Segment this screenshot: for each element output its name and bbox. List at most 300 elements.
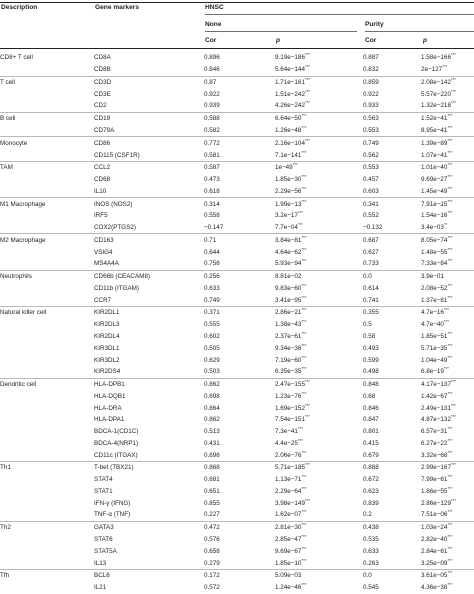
table-row [0, 246, 474, 258]
significance-marker: *** [450, 100, 456, 106]
cell-cor-none: 0.602 [204, 332, 220, 340]
cell-description [0, 258, 94, 270]
cell-gene-marker: T-bet (TBX21) [94, 462, 204, 474]
table-row [0, 283, 474, 295]
top-rule [0, 2, 474, 3]
cell-gene-marker: CD8A [94, 54, 111, 62]
significance-marker: *** [447, 522, 453, 528]
cell-description [0, 366, 94, 378]
significance-marker: *** [447, 509, 453, 515]
cell-p-purity: 1.04e−49*** [421, 354, 453, 364]
significance-marker: *** [301, 258, 307, 264]
cell-p-none: 1.23e−76*** [275, 390, 307, 400]
cell-description [0, 402, 94, 414]
cell-description [0, 545, 94, 557]
cell-cor-none: 0.658 [204, 547, 220, 555]
significance-marker: *** [301, 113, 307, 119]
cell-gene-marker: CD11b (ITGAM) [94, 284, 140, 292]
table-row [0, 449, 474, 461]
cell-cor-purity: 0.614 [363, 284, 379, 292]
cell-p-purity: 2.86e−129*** [421, 497, 456, 507]
cell-description [0, 509, 94, 521]
cell-gene-marker: CD68 [94, 176, 111, 184]
cell-p-none: 2.86e−21*** [275, 307, 363, 319]
cell-p-purity: 6.57e−31*** [421, 426, 453, 436]
cell-cor-none: 0.572 [204, 584, 220, 592]
cell-description [0, 319, 94, 331]
cell-gene-marker: BDCA-1(CD1C) [94, 428, 139, 436]
significance-marker: *** [301, 198, 307, 204]
significance-marker: *** [301, 545, 307, 551]
cell-cor-purity: 0.355 [363, 307, 421, 319]
table-row [0, 100, 474, 112]
cell-cor-none: 0.633 [204, 284, 220, 292]
header-description: Description [1, 4, 38, 11]
cell-cor-purity: 0.563 [363, 112, 421, 124]
significance-marker: *** [297, 426, 303, 432]
cell-description [0, 210, 94, 222]
cell-description: Dendritic cell [0, 378, 94, 390]
table-row [0, 137, 474, 149]
cell-description [0, 390, 94, 402]
significance-marker: *** [304, 76, 310, 82]
cell-p-purity: 2.49e−131*** [421, 402, 456, 412]
cell-description [0, 149, 94, 161]
cell-description [0, 414, 94, 426]
cell-p-purity: 2e−127*** [421, 64, 448, 74]
table-row [0, 378, 474, 390]
cell-cor-none: 0.896 [204, 54, 220, 62]
cell-p-none: 9.19e−186*** [275, 52, 310, 62]
header-purity: Purity [365, 21, 384, 28]
cell-gene-marker: MS4A4A [94, 260, 119, 268]
cell-p-none: 1.69e−152*** [275, 402, 310, 412]
cell-gene-marker: HLA-DPB1 [94, 378, 204, 390]
table-row [0, 438, 474, 450]
cell-p-none: 9.83e−60*** [275, 282, 307, 292]
cell-cor-purity: 0.438 [363, 521, 421, 533]
significance-marker: *** [447, 294, 453, 300]
cell-p-purity: 8.95e−41*** [421, 124, 453, 134]
cell-description [0, 474, 94, 486]
significance-marker: *** [304, 100, 310, 106]
cell-gene-marker: CD79A [94, 126, 115, 134]
cell-p-none: 6.64e−50*** [275, 112, 363, 124]
cell-cor-none: 0.71 [204, 234, 275, 246]
significance-marker: *** [301, 319, 307, 325]
cell-description [0, 100, 94, 112]
cell-p-none: 4.4e−25*** [275, 437, 303, 447]
cell-cor-none: 0.581 [204, 151, 220, 159]
cell-p-purity: 6.8e−19*** [421, 366, 449, 376]
none-rule [205, 31, 357, 32]
significance-marker: *** [450, 88, 456, 94]
table-row [0, 557, 474, 569]
cell-gene-marker: STAT4 [94, 476, 113, 484]
cell-cor-purity: 0.848 [363, 378, 421, 390]
cell-p-none: 7.19e−60*** [275, 354, 307, 364]
cell-gene-marker: CD11c (ITGAX) [94, 451, 138, 459]
significance-marker: *** [301, 582, 307, 588]
table-row [0, 64, 474, 76]
significance-marker: *** [447, 342, 453, 348]
significance-marker: *** [447, 474, 453, 480]
cell-cor-none: 0.279 [204, 559, 220, 567]
cell-description: Monocyte [0, 137, 94, 149]
significance-marker: *** [301, 124, 307, 130]
table-row [0, 234, 474, 246]
cell-description [0, 283, 94, 295]
significance-marker: *** [450, 76, 456, 82]
significance-marker: *** [443, 307, 449, 313]
significance-marker: *** [301, 534, 307, 539]
cell-p-purity: 2.08e−52*** [421, 282, 453, 292]
cell-p-none: 6.35e−35*** [275, 366, 307, 376]
significance-marker: *** [447, 426, 453, 432]
cell-gene-marker: IL10 [94, 187, 107, 195]
cell-gene-marker: IRF5 [94, 212, 108, 220]
cell-description: M2 Macrophage [0, 234, 94, 246]
table-row [0, 88, 474, 100]
significance-marker: *** [292, 162, 298, 168]
significance-marker: *** [301, 366, 307, 372]
cell-description [0, 342, 94, 354]
cell-p-purity: 8.05e−74*** [421, 234, 474, 246]
significance-marker: *** [304, 414, 310, 420]
cell-cor-purity: 0.545 [363, 584, 379, 592]
table-row [0, 342, 474, 354]
cell-p-none: 1.85e−30*** [275, 174, 307, 184]
cell-description [0, 354, 94, 366]
cell-cor-none: 0.172 [204, 569, 275, 581]
cell-p-none: 1.13e−71*** [275, 474, 307, 484]
cell-cor-purity: 0.801 [363, 428, 379, 436]
significance-marker: *** [447, 330, 453, 336]
cell-p-purity: 1.37e−81*** [421, 294, 453, 304]
table-row [0, 390, 474, 402]
cell-description: B cell [0, 112, 94, 124]
significance-marker: *** [447, 545, 453, 551]
cell-p-none: 1.24e−46*** [275, 582, 307, 592]
cell-cor-none: 0.698 [204, 392, 220, 400]
cell-gene-marker: CD2 [94, 102, 107, 110]
significance-marker: *** [450, 52, 456, 58]
cell-cor-none: 0.618 [204, 187, 220, 195]
table-row [0, 198, 474, 210]
cell-description: Neutrophils [0, 270, 94, 282]
significance-marker: *** [304, 52, 310, 58]
cell-p-purity: 1.86e−55*** [421, 485, 453, 495]
cell-description: Th1 [0, 462, 94, 474]
cell-p-none: 1.85e−10*** [275, 557, 307, 567]
cell-p-purity: 7.99e−61*** [421, 474, 453, 484]
cell-cor-none: 0.314 [204, 198, 275, 210]
cell-gene-marker: CD66b (CEACAM8) [94, 270, 204, 282]
header-none: None [205, 21, 222, 28]
cell-cor-purity: 0.922 [363, 90, 379, 98]
cell-cor-purity: 0.603 [363, 187, 379, 195]
table-row [0, 161, 474, 173]
cell-p-purity: 5.71e−35*** [421, 342, 453, 352]
cell-cor-none: −0.147 [204, 224, 224, 232]
cell-cor-purity: 0.741 [363, 296, 379, 304]
significance-marker: *** [447, 113, 453, 119]
cell-gene-marker: BCL6 [94, 569, 204, 581]
cell-p-purity: 2.08e−142*** [421, 76, 474, 88]
cell-p-none: 2.47e−155*** [275, 378, 363, 390]
table-row [0, 521, 474, 533]
significance-marker: *** [447, 246, 453, 252]
significance-marker: *** [447, 124, 453, 130]
cell-cor-purity: 0.553 [363, 161, 421, 173]
table-row [0, 222, 474, 234]
cell-p-none: 1.26e−48*** [275, 124, 307, 134]
significance-marker: *** [301, 342, 307, 348]
cell-gene-marker: GATA3 [94, 521, 204, 533]
cell-cor-purity: 0.0 [363, 270, 421, 282]
cell-p-none: 5.71e−185*** [275, 462, 363, 474]
significance-marker: *** [447, 390, 453, 396]
table-row [0, 569, 474, 581]
cell-cor-purity: −0.132 [363, 224, 383, 232]
cell-cor-none: 0.371 [204, 307, 275, 319]
significance-marker: ** [443, 222, 448, 228]
cell-cor-none: 0.587 [204, 161, 275, 173]
cell-p-none: 3.84e−81*** [275, 234, 363, 246]
cell-p-purity: 6.27e−22*** [421, 437, 453, 447]
cell-p-purity: 1.32e−218*** [421, 100, 456, 110]
cell-p-purity: 3.25e−09*** [421, 557, 453, 567]
cell-cor-purity: 0.846 [363, 404, 379, 412]
cell-cor-none: 0.505 [204, 344, 220, 352]
cell-gene-marker: CD3E [94, 90, 111, 98]
table-row [0, 270, 474, 282]
cell-p-purity: 2.99e−167*** [421, 462, 474, 474]
cell-p-purity: 4.7e−16*** [421, 307, 474, 319]
cell-gene-marker: CD86 [94, 137, 204, 149]
significance-marker: *** [301, 330, 307, 336]
cell-gene-marker: INOS (NOS2) [94, 198, 204, 210]
cell-cor-purity: 0.562 [363, 151, 379, 159]
cell-cor-none: 0.644 [204, 248, 220, 256]
table-row [0, 426, 474, 438]
table-row [0, 545, 474, 557]
table-row [0, 354, 474, 366]
cell-p-purity: 3.9e−01 [421, 270, 474, 282]
cell-cor-purity: 0.749 [363, 137, 421, 149]
cell-p-purity: 1.01e−40*** [421, 161, 474, 173]
header-hnsc: HNSC [205, 4, 224, 11]
cell-gene-marker: KIR2DL4 [94, 332, 120, 340]
significance-marker: *** [447, 582, 453, 588]
cell-cor-none: 0.922 [204, 90, 220, 98]
significance-marker: *** [447, 210, 453, 216]
cell-p-purity: 1.52e−41*** [421, 112, 474, 124]
table-row [0, 185, 474, 197]
significance-marker: *** [301, 449, 307, 455]
table-row [0, 294, 474, 306]
cell-gene-marker: HLA-DPA1 [94, 416, 125, 424]
cell-cor-purity: 0.832 [363, 66, 379, 74]
significance-marker: *** [297, 437, 303, 443]
cell-cor-purity: 0.623 [363, 487, 379, 495]
significance-marker: *** [301, 174, 307, 180]
cell-gene-marker: TNF-α (TNF) [94, 511, 131, 519]
cell-p-none: 7.7e−04*** [275, 222, 303, 232]
table-row [0, 210, 474, 222]
cell-p-none: 3.41e−95*** [275, 294, 307, 304]
cell-description [0, 222, 94, 234]
cell-gene-marker: BDCA-4(NRP1) [94, 439, 139, 447]
cell-cor-none: 0.227 [204, 511, 220, 519]
significance-marker: *** [447, 485, 453, 491]
cell-p-none: 9.69e−67*** [275, 545, 307, 555]
header-gene-markers: Gene markers [95, 4, 139, 11]
cell-cor-purity: 0.733 [363, 260, 379, 268]
cell-p-none: 8.81e−02 [275, 270, 363, 282]
cell-description: Natural killer cell [0, 307, 94, 319]
cell-cor-none: 0.855 [204, 499, 220, 507]
cell-p-purity: 1.54e−16*** [421, 210, 453, 220]
cell-cor-purity: 0.888 [363, 462, 421, 474]
cell-gene-marker: CD8B [94, 66, 111, 74]
cell-p-none: 1.62e−07*** [275, 509, 307, 519]
cell-cor-none: 0.87 [204, 76, 275, 88]
cell-p-none: 1.99e−13*** [275, 198, 363, 210]
cell-p-none: 1.38e−43*** [275, 319, 307, 329]
table-row [0, 497, 474, 509]
cell-description [0, 426, 94, 438]
significance-marker: *** [304, 462, 310, 468]
cell-p-none: 2.37e−61*** [275, 330, 307, 340]
cell-gene-marker: CCL2 [94, 161, 204, 173]
cell-cor-purity: 0.599 [363, 356, 379, 364]
cell-description [0, 294, 94, 306]
cell-p-none: 4.26e−242*** [275, 100, 310, 110]
cell-description [0, 449, 94, 461]
cell-p-none: 1.71e−161*** [275, 76, 363, 88]
significance-marker: *** [304, 497, 310, 503]
significance-marker: *** [447, 149, 453, 155]
cell-cor-none: 0.681 [204, 476, 220, 484]
cell-cor-none: 0.503 [204, 368, 220, 376]
cell-cor-purity: 0.68 [363, 392, 376, 400]
significance-marker: *** [447, 557, 453, 563]
cell-p-none: 7.54e−151*** [275, 414, 310, 424]
table-row [0, 307, 474, 319]
significance-marker: *** [304, 137, 310, 143]
significance-marker: *** [301, 390, 307, 396]
significance-marker: *** [447, 137, 453, 143]
cell-cor-none: 0.862 [204, 416, 220, 424]
cell-cor-purity: 0.672 [363, 476, 379, 484]
significance-marker: *** [447, 174, 453, 180]
significance-marker: *** [301, 234, 307, 240]
cell-cor-none: 0.472 [204, 521, 275, 533]
table-row [0, 149, 474, 161]
cell-description [0, 246, 94, 258]
cell-gene-marker: IL13 [94, 559, 107, 567]
cell-p-none: 1e−49*** [275, 161, 363, 173]
cell-cor-purity: 0.498 [363, 368, 379, 376]
cell-cor-none: 0.513 [204, 428, 220, 436]
cell-cor-purity: 0.5 [363, 321, 372, 329]
header-bottom-rule [0, 48, 474, 49]
cell-p-none: 2.85e−47*** [275, 534, 307, 543]
cell-p-purity: 1.45e−49*** [421, 185, 453, 195]
cell-p-purity: 1.07e−41*** [421, 149, 453, 159]
cell-gene-marker: IFN-γ (IFNG) [94, 499, 131, 507]
significance-marker: *** [450, 402, 456, 408]
significance-marker: *** [447, 534, 453, 539]
cell-gene-marker: IL21 [94, 584, 107, 592]
header-p-purity: p [423, 37, 428, 44]
cell-p-purity: 7.33e−84*** [421, 258, 453, 268]
table-row [0, 534, 474, 546]
correlation-table [0, 52, 474, 593]
table-row [0, 509, 474, 521]
cell-gene-marker: CCR7 [94, 296, 112, 304]
cell-p-purity: 4.7e−40*** [421, 319, 449, 329]
cell-description: Tfh [0, 569, 94, 581]
significance-marker: *** [301, 509, 307, 515]
cell-cor-purity: 0.493 [363, 344, 379, 352]
cell-p-none: 2.29e−64*** [275, 485, 307, 495]
cell-p-none: 2.81e−30*** [275, 521, 363, 533]
cell-description: M1 Macrophage [0, 198, 94, 210]
significance-marker: *** [450, 414, 456, 420]
table-row [0, 331, 474, 343]
significance-marker: *** [304, 402, 310, 408]
cell-p-none: 1.51e−242*** [275, 88, 310, 98]
cell-p-none: 3.98e−149*** [275, 497, 310, 507]
cell-gene-marker: KIR3DL1 [94, 344, 120, 352]
table-row [0, 402, 474, 414]
cell-cor-purity: 0.415 [363, 439, 379, 447]
cell-description [0, 174, 94, 186]
significance-marker: *** [450, 462, 456, 468]
cell-cor-purity: 0.535 [363, 536, 379, 543]
significance-marker: *** [301, 354, 307, 360]
cell-p-none: 5.93e−94*** [275, 258, 307, 268]
cell-cor-purity: 0.263 [363, 559, 379, 567]
cell-gene-marker: STAT1 [94, 487, 113, 495]
cell-cor-none: 0.749 [204, 296, 220, 304]
table-row [0, 258, 474, 270]
cell-description [0, 486, 94, 498]
table-row [0, 319, 474, 331]
significance-marker: *** [301, 474, 307, 480]
table-row [0, 125, 474, 137]
cell-description [0, 125, 94, 137]
cell-cor-none: 0.772 [204, 137, 275, 149]
cell-p-purity: 3.61e−05*** [421, 569, 474, 581]
significance-marker: *** [304, 88, 310, 94]
cell-p-purity: 3.32e−68*** [421, 449, 453, 459]
cell-description: Th2 [0, 521, 94, 533]
hnsc-rule [205, 14, 474, 15]
significance-marker: *** [447, 234, 453, 240]
significance-marker: *** [447, 258, 453, 264]
cell-cor-none: 0.846 [204, 66, 220, 74]
significance-marker: *** [301, 557, 307, 563]
cell-p-purity: 1.03e−24*** [421, 521, 474, 533]
significance-marker: *** [301, 149, 307, 155]
cell-description [0, 582, 94, 594]
cell-gene-marker: HLA-DQB1 [94, 392, 126, 400]
cell-description [0, 88, 94, 100]
cell-p-purity: 2.82e−40*** [421, 534, 453, 543]
